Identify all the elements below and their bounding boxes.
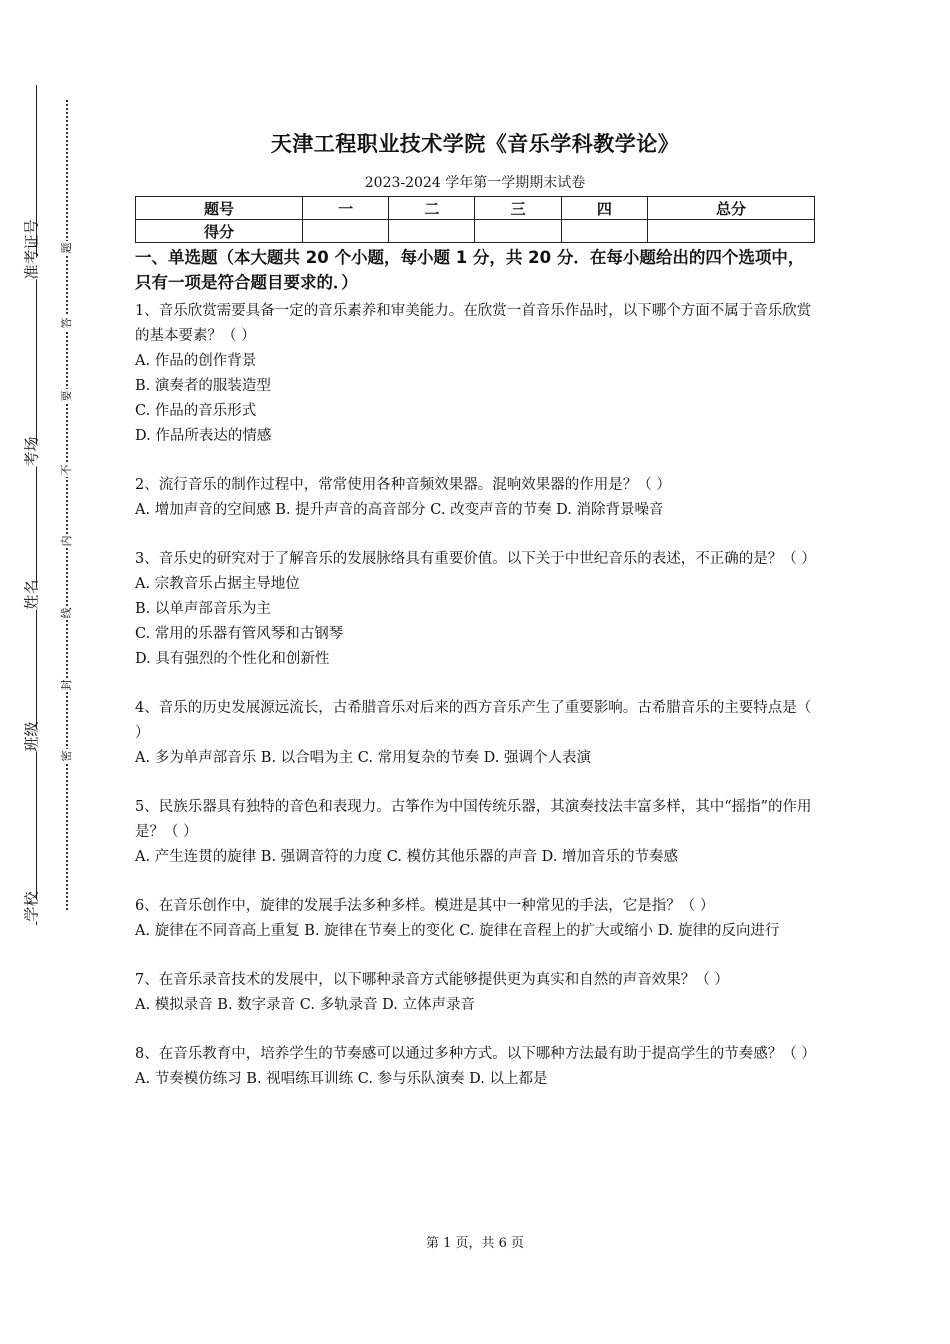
binding-solid-line [36, 85, 37, 925]
score-cell[interactable] [647, 220, 814, 243]
question-option: C. 常用的乐器有管风琴和古钢琴 [135, 626, 344, 642]
class-label: 班级 [22, 721, 41, 752]
seal-char: 答 [60, 317, 73, 329]
school-label: 学校 [22, 891, 41, 922]
score-header-cell: 三 [475, 197, 561, 220]
name-label: 姓名 [22, 579, 41, 610]
score-table-score-row [136, 220, 815, 243]
question-option: A. 作品的创作背景 [135, 353, 257, 369]
question-option: B. 演奏者的服装造型 [135, 378, 271, 394]
score-table [135, 196, 815, 243]
question-options: A. 产生连贯的旋律 B. 强调音符的力度 C. 模仿其他乐器的声音 D. 增加音乐的节奏感 [135, 849, 679, 865]
question-stem: 4、音乐的历史发展源远流长，古希腊音乐对后来的西方音乐产生了重要影响。古希腊音乐的主要特点是（ ） [135, 700, 812, 741]
question-stem: 3、音乐史的研究对于了解音乐的发展脉络具有重要价值。以下关于中世纪音乐的表述，不正确的是？（ ） [135, 551, 816, 567]
question [135, 696, 815, 771]
score-table-header-row [136, 197, 815, 220]
question-option: D. 具有强烈的个性化和创新性 [135, 651, 330, 667]
question [135, 547, 815, 672]
question [135, 795, 815, 870]
score-row-label: 得分 [136, 220, 303, 243]
seal-char: 不 [60, 464, 73, 476]
question-stem: 2、流行音乐的制作过程中，常常使用各种音频效果器。混响效果器的作用是？（ ） [135, 477, 671, 493]
question-stem: 1、音乐欣赏需要具备一定的音乐素养和审美能力。在欣赏一首音乐作品时，以下哪个方面不属于音乐欣赏的基本要素？（ ） [135, 303, 812, 344]
question-stem: 8、在音乐教育中，培养学生的节奏感可以通过多种方式。以下哪种方法最有助于提高学生的节奏感？（ ） [135, 1046, 816, 1062]
question-stem: 5、民族乐器具有独特的音色和表现力。古筝作为中国传统乐器，其演奏技法丰富多样，其中“摇指”的作用是？（ ） [135, 799, 812, 840]
question-options: A. 增加声音的空间感 B. 提升声音的高音部分 C. 改变声音的节奏 D. 消除背景噪音 [135, 502, 664, 518]
seal-char: 内 [60, 535, 73, 547]
score-header-cell: 四 [561, 197, 647, 220]
question-option: B. 以单声部音乐为主 [135, 601, 271, 617]
seal-char: 封 [60, 679, 73, 691]
binding-margin [0, 0, 73, 1344]
question [135, 1042, 815, 1092]
question-option: A. 宗教音乐占据主导地位 [135, 576, 300, 592]
seal-char: 密 [60, 750, 73, 762]
question-options: A. 模拟录音 B. 数字录音 C. 多轨录音 D. 立体声录音 [135, 997, 476, 1013]
score-cell[interactable] [561, 220, 647, 243]
question [135, 299, 815, 449]
section-heading: 一、单选题（本大题共 20 个小题，每小题 1 分，共 20 分．在每小题给出的四个选项中，只有一项是符合题目要求的．） [135, 248, 805, 292]
score-header-cell: 一 [303, 197, 389, 220]
question-option: D. 作品所表达的情感 [135, 428, 272, 444]
question-stem: 7、在音乐录音技术的发展中，以下哪种录音方式能够提供更为真实和自然的声音效果？（ ） [135, 972, 729, 988]
exam-content [135, 128, 815, 1116]
score-cell[interactable] [389, 220, 475, 243]
page-footer: 第 1 页，共 6 页 [425, 1236, 525, 1251]
question-option: C. 作品的音乐形式 [135, 403, 257, 419]
score-header-cell: 总分 [647, 197, 814, 220]
score-cell[interactable] [303, 220, 389, 243]
score-cell[interactable] [475, 220, 561, 243]
exam-room-label: 考场 [22, 436, 41, 467]
question-stem: 6、在音乐创作中，旋律的发展手法多种多样。模进是其中一种常见的手法，它是指？（ ） [135, 898, 715, 914]
exam-subtitle: 2023-2024 学年第一学期期末试卷 [364, 175, 586, 191]
question-options: A. 节奏模仿练习 B. 视唱练耳训练 C. 参与乐队演奏 D. 以上都是 [135, 1071, 548, 1087]
score-header-cell: 二 [389, 197, 475, 220]
score-header-cell: 题号 [136, 197, 303, 220]
seal-dotted-line [66, 100, 68, 910]
exam-id-label: 准考证号 [22, 219, 41, 280]
seal-char: 题 [60, 242, 73, 254]
question [135, 894, 815, 944]
seal-char: 线 [60, 607, 73, 619]
exam-title: 天津工程职业技术学院《音乐学科教学论》 [270, 132, 680, 156]
question-options: A. 旋律在不同音高上重复 B. 旋律在节奏上的变化 C. 旋律在音程上的扩大或缩小 D. 旋律的反向进行 [135, 923, 780, 939]
question-options: A. 多为单声部音乐 B. 以合唱为主 C. 常用复杂的节奏 D. 强调个人表演 [135, 750, 592, 766]
question [135, 968, 815, 1018]
seal-char: 要 [60, 390, 73, 402]
question [135, 473, 815, 523]
